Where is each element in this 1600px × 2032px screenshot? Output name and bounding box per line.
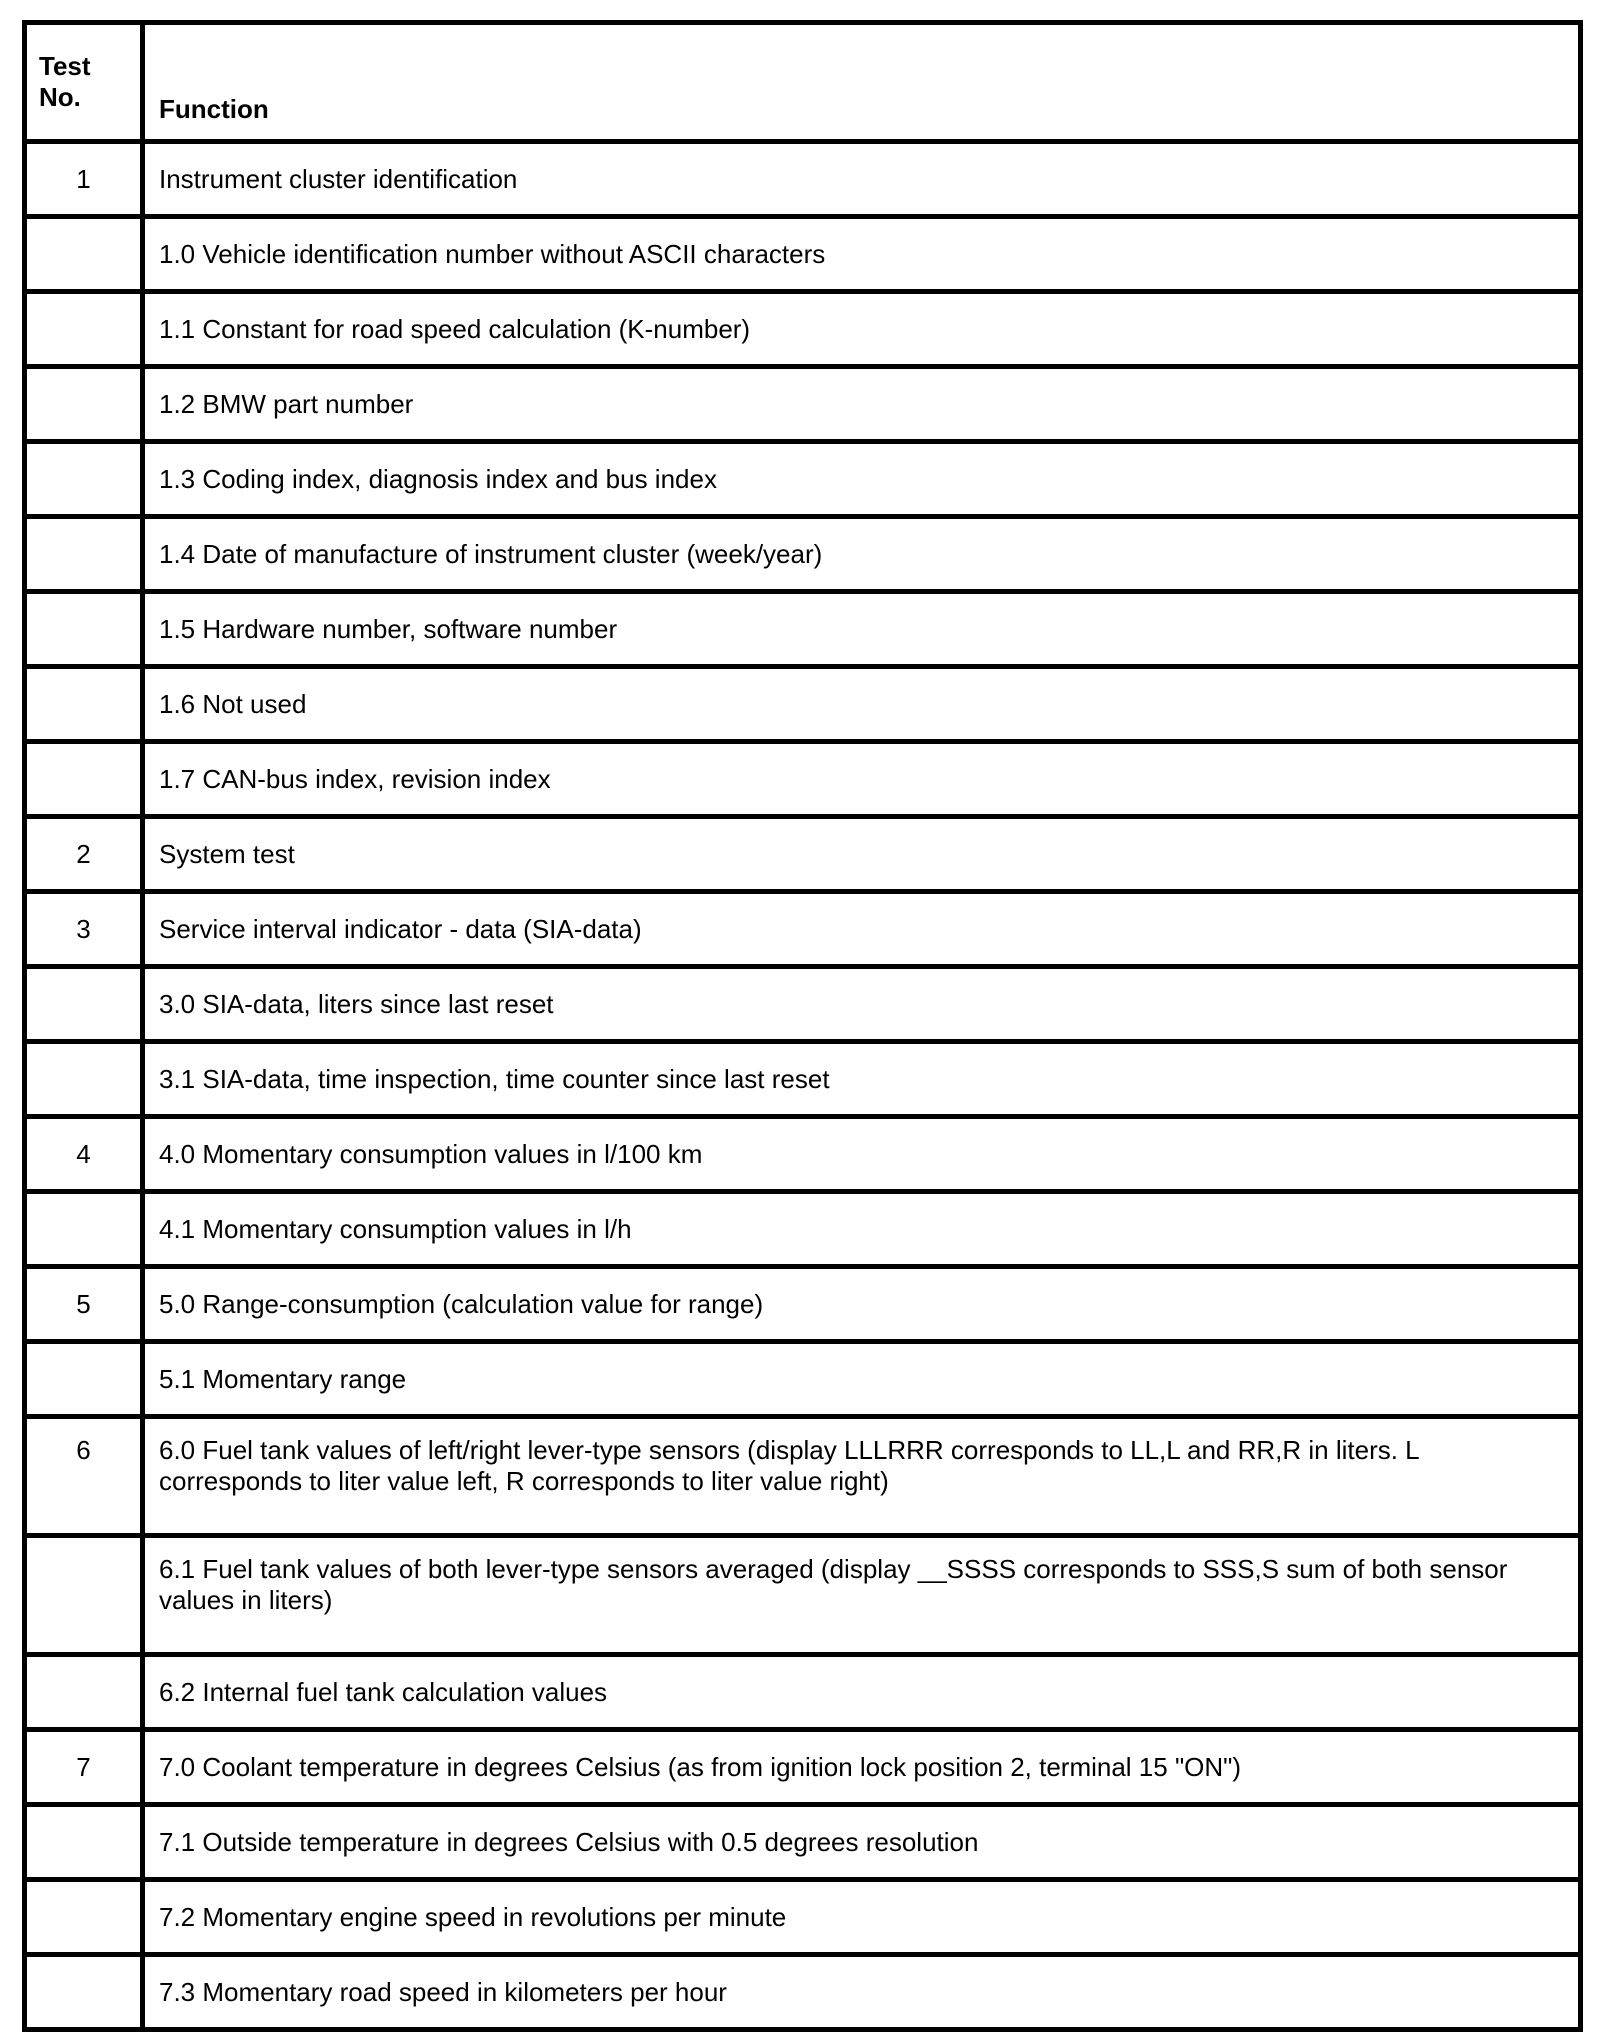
table-row (25, 1267, 1581, 1342)
table-row (25, 1342, 1581, 1417)
test-no-cell (25, 592, 143, 667)
table-row (25, 1117, 1581, 1192)
table-row (25, 1805, 1581, 1880)
function-cell: 1.3 Coding index, diagnosis index and bus index (143, 442, 1581, 517)
test-no-cell (25, 1192, 143, 1267)
table-row (25, 292, 1581, 367)
test-no-cell (25, 1955, 143, 2030)
function-cell: 5.0 Range-consumption (calculation value for range) (143, 1267, 1581, 1342)
table-row (25, 1655, 1581, 1730)
test-no-cell: 5 (25, 1267, 143, 1342)
table-body (25, 142, 1581, 2030)
table-row (25, 142, 1581, 217)
test-no-cell: 4 (25, 1117, 143, 1192)
test-function-table (22, 20, 1583, 2032)
test-no-cell (25, 217, 143, 292)
function-cell: 1.0 Vehicle identification number without ASCII characters (143, 217, 1581, 292)
test-no-cell (25, 1042, 143, 1117)
test-no-cell (25, 967, 143, 1042)
table-row (25, 517, 1581, 592)
table-row (25, 217, 1581, 292)
test-no-cell: 1 (25, 142, 143, 217)
function-cell: 1.5 Hardware number, software number (143, 592, 1581, 667)
table-row (25, 1880, 1581, 1955)
test-no-cell (25, 1880, 143, 1955)
function-cell: 3.1 SIA-data, time inspection, time counter since last reset (143, 1042, 1581, 1117)
table-row (25, 1192, 1581, 1267)
header-test-no: Test No. (25, 23, 143, 142)
test-no-cell (25, 1536, 143, 1655)
table-row (25, 442, 1581, 517)
function-cell: 7.0 Coolant temperature in degrees Celsius (as from ignition lock position 2, terminal 15 "ON") (143, 1730, 1581, 1805)
test-no-cell (25, 292, 143, 367)
function-cell: 7.2 Momentary engine speed in revolutions per minute (143, 1880, 1581, 1955)
test-no-cell (25, 1805, 143, 1880)
table-row (25, 667, 1581, 742)
function-cell: 6.2 Internal fuel tank calculation values (143, 1655, 1581, 1730)
function-cell: 3.0 SIA-data, liters since last reset (143, 967, 1581, 1042)
table-row (25, 1536, 1581, 1655)
function-cell: 4.0 Momentary consumption values in l/100 km (143, 1117, 1581, 1192)
test-no-cell: 6 (25, 1417, 143, 1536)
test-no-cell (25, 442, 143, 517)
function-cell: 1.7 CAN-bus index, revision index (143, 742, 1581, 817)
function-cell: 7.3 Momentary road speed in kilometers per hour (143, 1955, 1581, 2030)
test-no-cell (25, 1342, 143, 1417)
test-no-cell: 2 (25, 817, 143, 892)
table-row (25, 592, 1581, 667)
function-cell: 5.1 Momentary range (143, 1342, 1581, 1417)
function-cell: Instrument cluster identification (143, 142, 1581, 217)
table-row (25, 367, 1581, 442)
table-row (25, 1042, 1581, 1117)
test-no-cell (25, 517, 143, 592)
function-cell: Service interval indicator - data (SIA-data) (143, 892, 1581, 967)
table-row (25, 817, 1581, 892)
table-row (25, 742, 1581, 817)
function-cell: 6.1 Fuel tank values of both lever-type sensors averaged (display __SSSS corresponds to SSS,S sum of both sensor values in liters) (143, 1536, 1581, 1655)
table-row (25, 1417, 1581, 1536)
function-cell: System test (143, 817, 1581, 892)
header-function: Function (143, 23, 1581, 142)
function-cell: 1.4 Date of manufacture of instrument cluster (week/year) (143, 517, 1581, 592)
test-no-cell: 3 (25, 892, 143, 967)
table-row (25, 967, 1581, 1042)
function-cell: 1.2 BMW part number (143, 367, 1581, 442)
test-no-cell: 7 (25, 1730, 143, 1805)
table-row (25, 1955, 1581, 2030)
test-no-cell (25, 742, 143, 817)
function-cell: 7.1 Outside temperature in degrees Celsius with 0.5 degrees resolution (143, 1805, 1581, 1880)
test-no-cell (25, 367, 143, 442)
table-row (25, 1730, 1581, 1805)
function-cell: 1.1 Constant for road speed calculation (K-number) (143, 292, 1581, 367)
function-cell: 1.6 Not used (143, 667, 1581, 742)
table-row (25, 892, 1581, 967)
test-no-cell (25, 667, 143, 742)
function-cell: 6.0 Fuel tank values of left/right lever-type sensors (display LLLRRR corresponds to LL,L and RR,R in liters. L corresponds to liter value left, R corresponds to liter value right) (143, 1417, 1581, 1536)
function-cell: 4.1 Momentary consumption values in l/h (143, 1192, 1581, 1267)
test-no-cell (25, 1655, 143, 1730)
table-header-row (25, 23, 1581, 142)
